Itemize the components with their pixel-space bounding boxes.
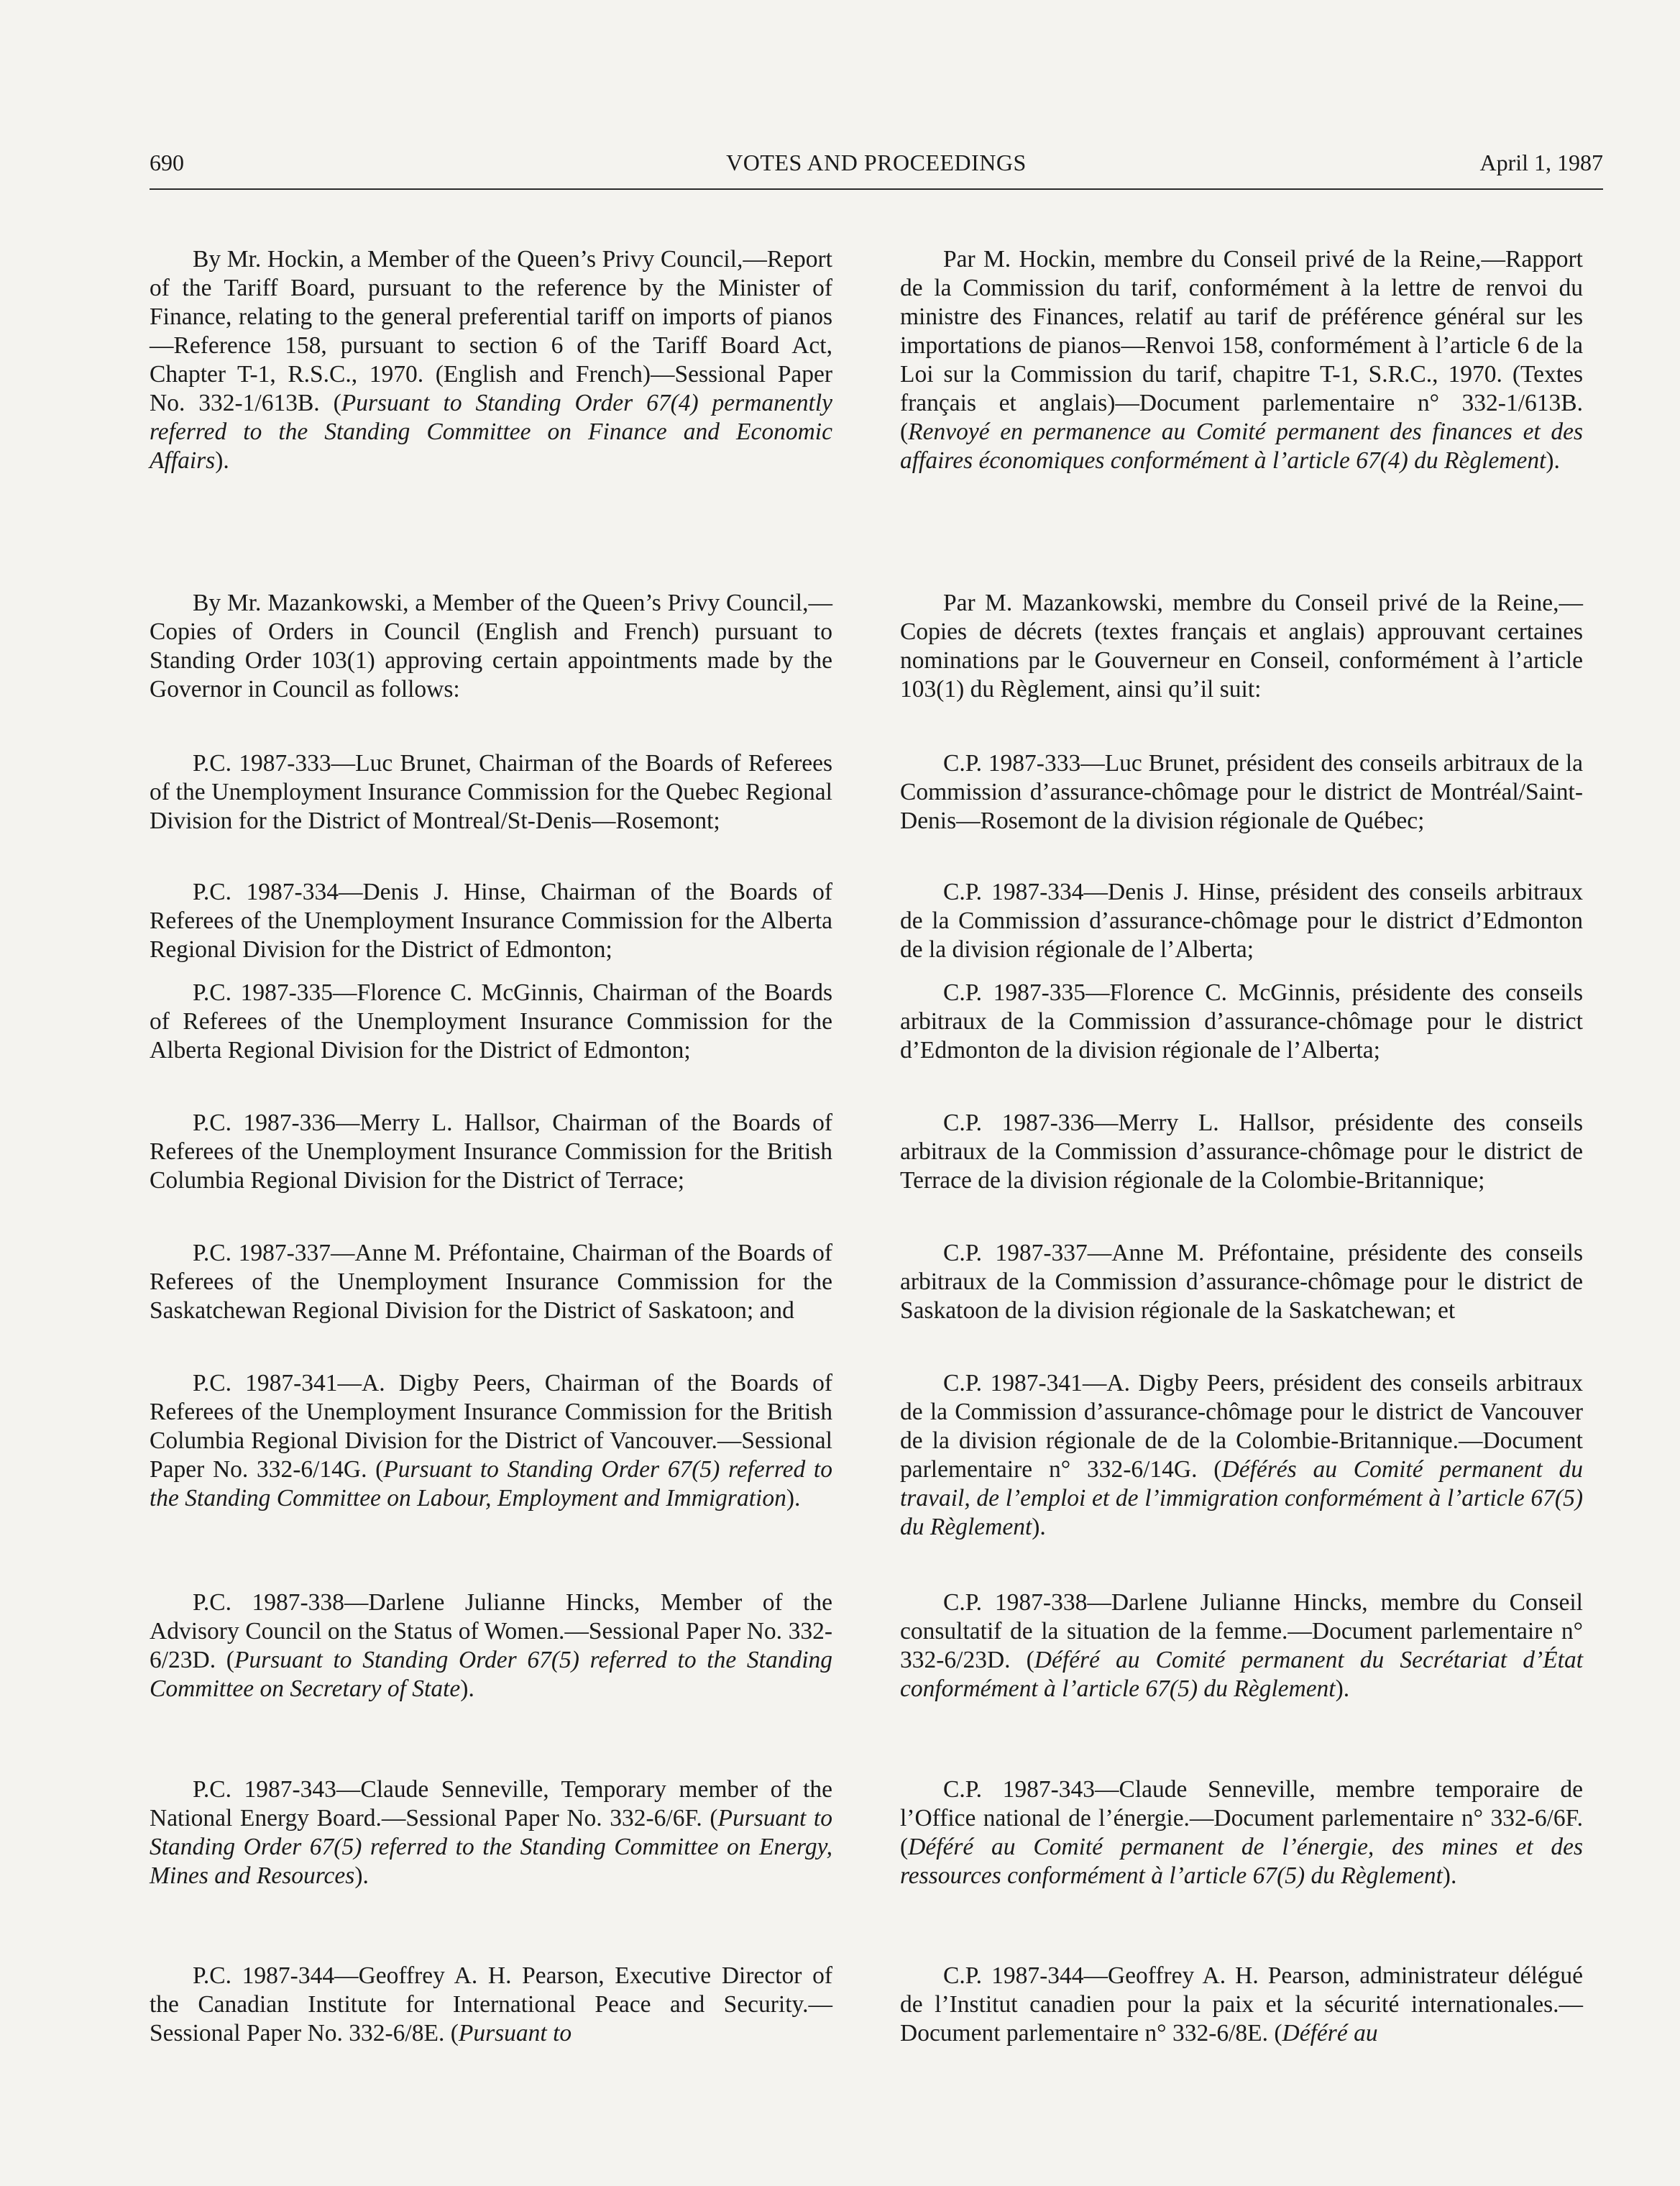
order-343-en: P.C. 1987-343—Claude Senneville, Temporary member of the National Energy Board.—Sessional Paper No. 332-6/6F. (Pursuant to Standing Order 67(5) referred to the Standing Committee on Energy, Mines and Resources). xyxy=(150,1776,832,1889)
order-341-en: P.C. 1987-341—A. Digby Peers, Chairman of the Boards of Referees of the Unemployment Insurance Commission for the British Columbia Regional Division for the District of Vancouver.—Sessional Paper No. 332-6/14G. (Pursuant to Standing Order 67(5) referred to the Standing Committee on Labour, Employment and Immigration). xyxy=(150,1370,832,1512)
entry-hockin-fr: Par M. Hockin, membre du Conseil privé de la Reine,—Rapport de la Commission du tarif, conformément à la lettre de renvoi du ministre des Finances, relatif au tarif de préférence général sur les importations de pianos—Renvoi 158, conformément à l’article 6 de la Loi sur la Commission du tarif, chapitre T-1, S.R.C., 1970. (Textes français et anglais)—Document parlementaire n° 332-1/613B. (Renvoyé en permanence au Comité permanent des finances et des affaires économiques conformément à l’article 67(4) du Règlement). xyxy=(900,246,1583,474)
order-337-en: P.C. 1987-337—Anne M. Préfontaine, Chairman of the Boards of Referees of the Unemployment Insurance Commission for the Saskatchewan Regional Division for the District of Saskatoon; and xyxy=(150,1240,832,1324)
entry-mazankowski-en: By Mr. Mazankowski, a Member of the Queen’s Privy Council,—Copies of Orders in Council (English and French) pursuant to Standing Order 103(1) approving certain appointments made by the Governor in Council as follows: xyxy=(150,590,832,703)
order-343-fr: C.P. 1987-343—Claude Senneville, membre temporaire de l’Office national de l’énergie.—Document parlementaire n° 332-6/6F. (Déféré au Comité permanent de l’énergie, des mines et des ressources conformément à l’article 67(5) du Règlement). xyxy=(900,1776,1583,1889)
order-333-en: P.C. 1987-333—Luc Brunet, Chairman of the Boards of Referees of the Unemployment Insurance Commission for the Quebec Regional Division for the District of Montreal/St-Denis—Rosemont; xyxy=(150,750,832,834)
order-336-en: P.C. 1987-336—Merry L. Hallsor, Chairman of the Boards of Referees of the Unemployment Insurance Commission for the British Columbia Regional Division for the District of Terrace; xyxy=(150,1110,832,1194)
page-header xyxy=(150,148,1603,190)
order-344-fr: C.P. 1987-344—Geoffrey A. H. Pearson, administrateur délégué de l’Institut canadien pour la paix et la sécurité internationales.—Document parlementaire n° 332-6/8E. (Déféré au xyxy=(900,1962,1583,2046)
page-date: April 1, 1987 xyxy=(1479,150,1603,175)
order-334-en: P.C. 1987-334—Denis J. Hinse, Chairman of the Boards of Referees of the Unemployment Insurance Commission for the Alberta Regional Division for the District of Edmonton; xyxy=(150,879,832,963)
order-344-en: P.C. 1987-344—Geoffrey A. H. Pearson, Executive Director of the Canadian Institute for International Peace and Security.—Sessional Paper No. 332-6/8E. (Pursuant to xyxy=(150,1962,832,2046)
order-341-fr: C.P. 1987-341—A. Digby Peers, président des conseils arbitraux de la Commission d’assurance-chômage pour le district de Vancouver de la division régionale de de la Colombie-Britannique.—Document parlementaire n° 332-6/14G. (Déférés au Comité permanent du travail, de l’emploi et de l’immigration conformément à l’article 67(5) du Règlement). xyxy=(900,1370,1583,1540)
order-337-fr: C.P. 1987-337—Anne M. Préfontaine, présidente des conseils arbitraux de la Commission d’assurance-chômage pour le district de Saskatoon de la division régionale de la Saskatchewan; et xyxy=(900,1240,1583,1324)
entry-hockin-en: By Mr. Hockin, a Member of the Queen’s Privy Council,—Report of the Tariff Board, pursuant to the reference by the Minister of Finance, relating to the general preferential tariff on imports of pianos—Reference 158, pursuant to section 6 of the Tariff Board Act, Chapter T-1, R.S.C., 1970. (English and French)—Sessional Paper No. 332-1/613B. (Pursuant to Standing Order 67(4) permanently referred to the Standing Committee on Finance and Economic Affairs). xyxy=(150,246,833,474)
entry-mazankowski-fr: Par M. Mazankowski, membre du Conseil privé de la Reine,—Copies de décrets (textes français et anglais) approuvant certaines nominations par le Gouverneur en Conseil, conformément à l’article 103(1) du Règlement, ainsi qu’il suit: xyxy=(900,590,1583,703)
order-338-fr: C.P. 1987-338—Darlene Julianne Hincks, membre du Conseil consultatif de la situation de la femme.—Document parlementaire n° 332-6/23D. (Déféré au Comité permanent du Secrétariat d’État conformément à l’article 67(5) du Règlement). xyxy=(900,1589,1583,1702)
order-335-fr: C.P. 1987-335—Florence C. McGinnis, présidente des conseils arbitraux de la Commission d’assurance-chômage pour le district d’Edmonton de la division régionale de l’Alberta; xyxy=(900,979,1583,1064)
page-number: 690 xyxy=(150,150,184,175)
order-334-fr: C.P. 1987-334—Denis J. Hinse, président des conseils arbitraux de la Commission d’assurance-chômage pour le district d’Edmonton de la division régionale de l’Alberta; xyxy=(900,879,1583,963)
running-title: VOTES AND PROCEEDINGS xyxy=(726,150,1027,175)
order-333-fr: C.P. 1987-333—Luc Brunet, président des conseils arbitraux de la Commission d’assurance-chômage pour le district de Montréal/Saint-Denis—Rosemont de la division régionale de Québec; xyxy=(900,750,1583,834)
order-336-fr: C.P. 1987-336—Merry L. Hallsor, présidente des conseils arbitraux de la Commission d’assurance-chômage pour le district de Terrace de la division régionale de la Colombie-Britannique; xyxy=(900,1110,1583,1194)
order-335-en: P.C. 1987-335—Florence C. McGinnis, Chairman of the Boards of Referees of the Unemployment Insurance Commission for the Alberta Regional Division for the District of Edmonton; xyxy=(150,979,832,1064)
order-338-en: P.C. 1987-338—Darlene Julianne Hincks, Member of the Advisory Council on the Status of Women.—Sessional Paper No. 332-6/23D. (Pursuant to Standing Order 67(5) referred to the Standing Committee on Secretary of State). xyxy=(150,1589,833,1702)
